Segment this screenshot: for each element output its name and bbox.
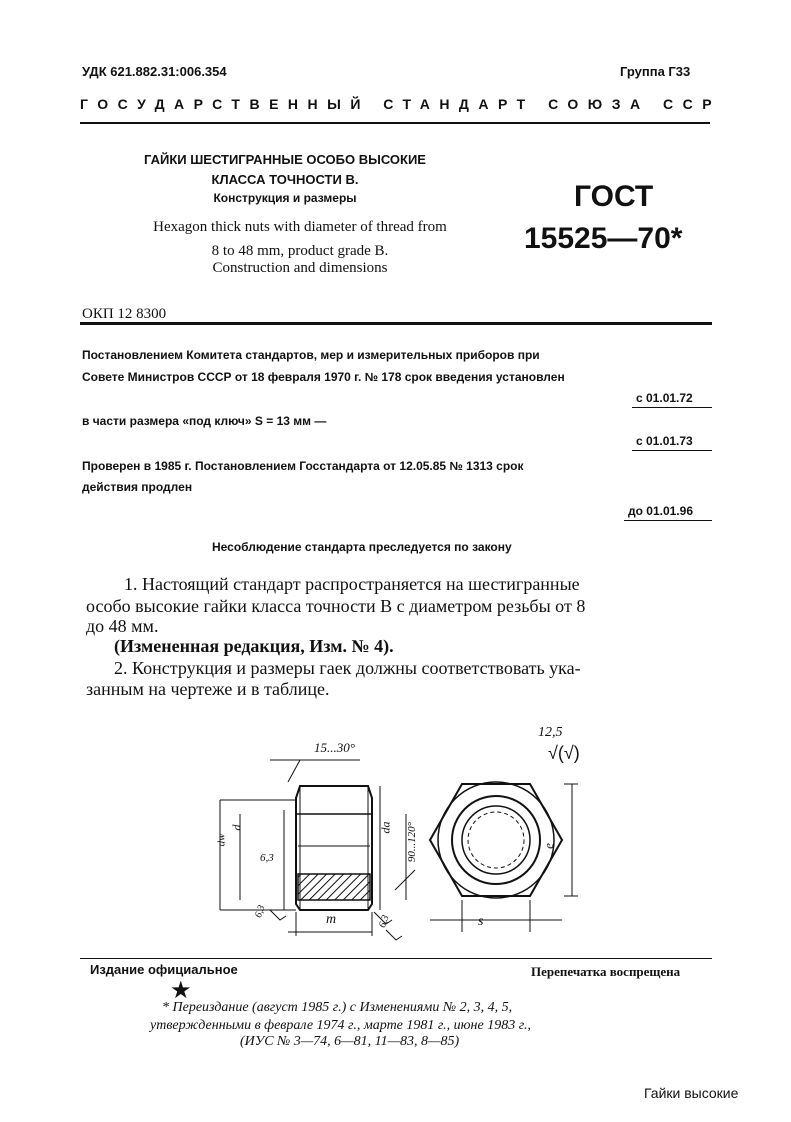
dim-dw: dw xyxy=(215,833,228,847)
title-ru-line3: Конструкция и размеры xyxy=(213,191,357,205)
para2-line1: 2. Конструкция и размеры гаек должны соответствовать ука- xyxy=(114,658,581,678)
gost-number: 15525—70* xyxy=(524,222,683,255)
legal-warning: Несоблюдение стандарта преследуется по закону xyxy=(212,540,512,554)
decree-date1: с 01.01.72 xyxy=(636,391,693,405)
decree-line5: действия продлен xyxy=(82,480,193,494)
title-ru-line2: КЛАССА ТОЧНОСТИ В. xyxy=(211,172,359,187)
udk-code: УДК 621.882.31:006.354 xyxy=(82,64,227,79)
roughness-63-c: 6,3 xyxy=(376,913,392,930)
date1-rule xyxy=(632,407,712,408)
decree-date2: с 01.01.73 xyxy=(636,434,693,448)
footer-rule xyxy=(80,958,712,959)
para1-line1: 1. Настоящий стандарт распространяется на шестигранные xyxy=(124,574,580,594)
title-en-line2: 8 to 48 mm, product grade B. xyxy=(211,243,389,259)
decree-line1: Постановлением Комитета стандартов, мер и измерительных приборов при xyxy=(82,348,540,362)
para1-line3: до 48 мм. xyxy=(86,616,159,636)
dim-m: m xyxy=(326,912,337,927)
decree-line2: Совете Министров СССР от 18 февраля 1970 г. № 178 срок введения установлен xyxy=(82,370,565,384)
okp-code: ОКП 12 8300 xyxy=(82,306,167,322)
nut-technical-drawing xyxy=(200,720,600,955)
para2-line2: занным на чертеже и в таблице. xyxy=(86,679,330,699)
reprint-prohibited: Перепечатка воспрещена xyxy=(531,964,681,979)
roughness-symbol: √(√) xyxy=(548,743,580,763)
dim-da: da xyxy=(378,821,393,834)
title-en-line3: Construction and dimensions xyxy=(212,260,388,276)
date3-rule xyxy=(624,520,712,521)
star-icon: ★ xyxy=(170,978,192,1004)
gost-label: ГОСТ xyxy=(574,180,654,213)
roughness-63-b: 6,3 xyxy=(252,903,268,920)
cone-angle-label: 90...120° xyxy=(406,821,419,863)
header-rule xyxy=(80,122,710,124)
reissue-note-line2: утвержденными в феврале 1974 г., марте 1981 г., июне 1983 г., xyxy=(150,1018,531,1033)
dim-e: e xyxy=(540,843,556,849)
okp-rule xyxy=(80,322,712,325)
state-standard-banner: ГОСУДАРСТВЕННЫЙ СТАНДАРТ СОЮЗА ССР xyxy=(80,96,722,112)
decree-date3: до 01.01.96 xyxy=(628,504,693,518)
dim-s: s xyxy=(478,914,484,929)
title-en-line1: Hexagon thick nuts with diameter of thread from xyxy=(153,219,447,235)
group-code: Группа Г33 xyxy=(620,64,691,79)
roughness-63-a: 6,3 xyxy=(260,852,274,864)
date2-rule xyxy=(632,450,712,451)
dim-d: d xyxy=(229,824,244,831)
reissue-note-line3: (ИУС № 3—74, 6—81, 11—83, 8—85) xyxy=(240,1034,460,1049)
roughness-value: 12,5 xyxy=(538,725,563,740)
title-ru-line1: ГАЙКИ ШЕСТИГРАННЫЕ ОСОБО ВЫСОКИЕ xyxy=(144,152,426,167)
side-view xyxy=(296,786,372,910)
reissue-note-line1: * Переиздание (август 1985 г.) с Изменениями № 2, 3, 4, 5, xyxy=(162,1000,513,1015)
official-edition: Издание официальное xyxy=(90,962,238,977)
chamfer-angle-label: 15...30° xyxy=(314,740,355,755)
para1-amendment: (Измененная редакция, Изм. № 4). xyxy=(114,636,394,656)
page-caption: Гайки высокие xyxy=(644,1085,739,1101)
para1-line2: особо высокие гайки класса точности В с диаметром резьбы от 8 xyxy=(86,596,586,616)
decree-line4: Проверен в 1985 г. Постановлением Госстандарта от 12.05.85 № 1313 срок xyxy=(82,459,524,473)
decree-line3: в части размера «под ключ» S = 13 мм — xyxy=(82,414,327,428)
end-view xyxy=(430,782,578,932)
